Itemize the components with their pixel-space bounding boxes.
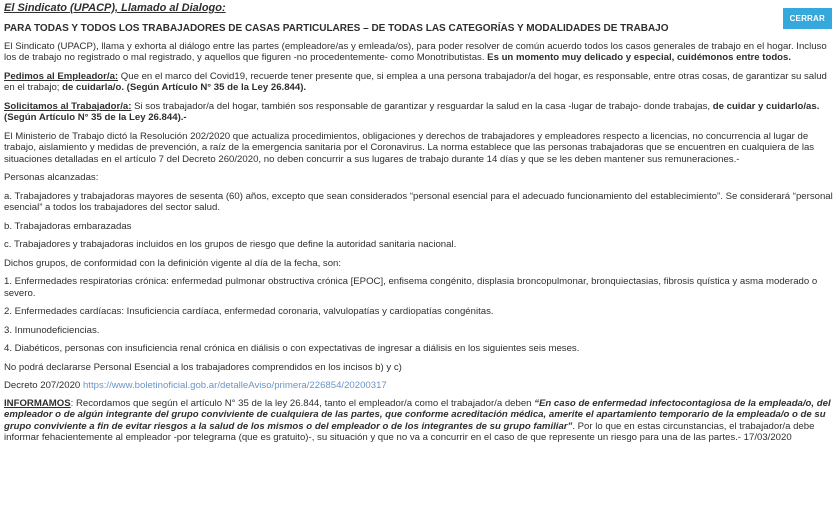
no-essential-note: No podrá declararse Personal Esencial a los trabajadores comprendidos en los incisos b) y c) — [4, 361, 402, 373]
decree-label: Decreto 207/2020 — [4, 380, 83, 391]
employer-bold: de cuidarla/o. (Según Artículo N° 35 de la Ley 26.844). — [59, 82, 307, 93]
inform-text-2: . Por lo que en estas circunstancias, el trabajador/a debe informar fehacientemente al empleador -por telegrama (que es gratuito)-, su situación y que no va a concurrir en el caso de que represente un riesgo para una de las partes.- 17/03/2020 — [4, 420, 815, 443]
employer-label: Pedimos al Empleador/a: — [4, 70, 119, 82]
decree-line — [4, 380, 836, 392]
ministry-paragraph: El Ministerio de Trabajo dictó la Resolución 202/2020 que actualiza procedimientos, obligaciones y derechos de trabajadores y empleadores respecto a licencias, no concurrencia al lugar de trabajo, aislamiento y medidas de prevención, a raíz de la emergencia sanitaria por el Coronavirus. La norma establece que las personas trabajadoras que se encuentren en cualquiera de las situaciones detalladas en el artículo 7 del Decreto 260/2020, no deben concurrir a sus lugares de trabajo durante 14 días y que se les deben mantener sus remuneraciones.- — [4, 130, 815, 165]
inform-text-1: : Recordamos que según el artículo N° 35 de la ley 26.844, tanto el empleador/a como el trabajador/a deben — [70, 397, 535, 409]
persons-label: Personas alcanzadas: — [4, 172, 99, 183]
worker-paragraph — [4, 101, 836, 124]
list-item: 1. Enfermedades respiratorias crónica: enfermedad pulmonar obstructiva crónica [EPOC], enfisema congénito, displasia broncopulmonar, bronquiectasias, fibrosis quística y asma moderado o severo. — [4, 276, 818, 299]
inform-label: INFORMAMOS — [4, 397, 71, 409]
groups-label: Dichos grupos, de conformidad con la definición vigente al día de la fecha, son: — [4, 257, 342, 269]
employer-paragraph — [4, 71, 836, 94]
decree-link[interactable]: https://www.boletinoficial.gob.ar/detalleAviso/primera/226854/20200317 — [82, 380, 387, 391]
list-item: 3. Inmunodeficiencias. — [4, 324, 100, 336]
list-item: 2. Enfermedades cardíacas: Insuficiencia cardíaca, enfermedad coronaria, valvulopatías y cardiopatías congénitas. — [4, 306, 494, 317]
list-item: c. Trabajadores y trabajadoras incluidos en los grupos de riesgo que define la autoridad sanitaria nacional. — [4, 239, 457, 250]
employer-text: Que en el marco del Covid19, recuerde tener presente que, si emplea a una persona trabajador/a del hogar, es responsable, entre otras cosas, de garantizar su salud en el trabajo; — [4, 70, 827, 93]
inform-quote: “En caso de enfermedad infectocontagiosa de la empleada/o, del empleador o de algún integrante del grupo conviviente de cualquiera de las partes, que conforme acreditación médica, amerite el apartamiento temporario de la empleada/o o de su grupo conviviente a fin de evitar riesgos a la salud de los mismos o del empleador o de los integrantes de su grupo familiar” — [4, 397, 831, 432]
page-title: El Sindicato (UPACP), Llamado al Dialogo: — [4, 2, 226, 14]
intro-paragraph — [4, 41, 836, 64]
notice-heading: PARA TODAS Y TODOS LOS TRABAJADORES DE CASAS PARTICULARES – DE TODAS LAS CATEGORÍAS Y MODALIDADES DE TRABAJO — [4, 23, 669, 34]
intro-bold: Es un momento muy delicado y especial, cuidémonos entre todos. — [487, 52, 792, 63]
list-item: 4. Diabéticos, personas con insuficiencia renal crónica en diálisis o con expectativas de ingresar a diálisis en los siguientes seis meses. — [4, 343, 580, 354]
intro-text: El Sindicato (UPACP), llama y exhorta al diálogo entre las partes (empleadore/as y emleada/os), para poder resolver de común acuerdo todos los casos generales de trabajo en el hogar. Incluso los de trabajo no registrado o mal registrado, y aquellos que figuren -no procedentemente- como Monotributistas. — [4, 40, 827, 63]
worker-text: Si sos trabajador/a del hogar, también sos responsable de garantizar y resguardar la salud en la casa -lugar de trabajo- donde trabajas, — [131, 100, 711, 112]
worker-bold: de cuidar y cuidarlo/as. (Según Artículo N° 35 de la Ley 26.844).- — [4, 100, 820, 123]
inform-paragraph — [4, 398, 836, 444]
close-button[interactable]: CERRAR — [783, 8, 832, 29]
list-item: b. Trabajadoras embarazadas — [4, 220, 132, 232]
list-item: a. Trabajadores y trabajadoras mayores de sesenta (60) años, excepto que sean considerados “personal esencial para el adecuado funcionamiento del establecimiento”. Se considerará “personal esencial” a todos los trabajadores del sector salud. — [4, 190, 833, 213]
worker-label: Solicitamos al Trabajador/a: — [4, 100, 132, 112]
